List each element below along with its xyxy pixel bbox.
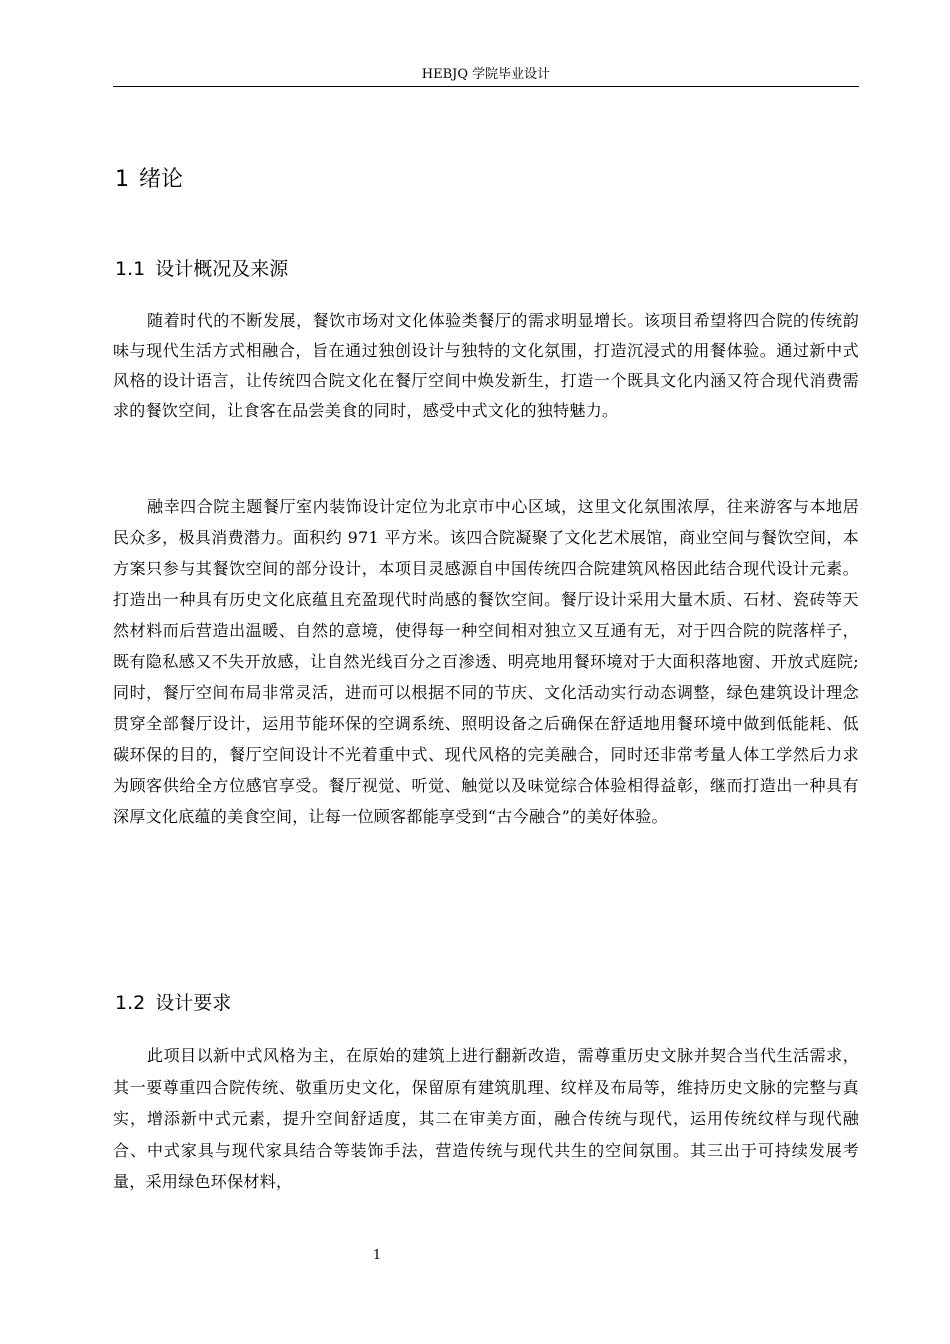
- chapter-title: 绪论: [139, 167, 184, 192]
- running-header: HEBJQ 学院毕业设计: [421, 67, 551, 82]
- section-1-1-body: [113, 306, 859, 426]
- paragraph: 融幸四合院主题餐厅室内装饰设计定位为北京市中心区域，这里文化氛围浓厚，往来游客与本地居民众多，极具消费潜力。面积约 971 平方米。该四合院凝聚了文化艺术展馆，商业空间与餐饮空间，本方案只参与其餐饮空间的部分设计，本项目灵感源自中国传统四合院建筑风格因此结合现代设计元素。打造出一种具有历史文化底蕴且充盈现代时尚感的餐饮空间。餐厅设计采用大量木质、石材、瓷砖等天然材料而后营造出温暖、自然的意境，使得每一种空间相对独立又互通有无，对于四合院的院落样子，既有隐私感又不失开放感，让自然光线百分之百渗透、明亮地用餐环境对于大面积落地窗、开放式庭院;同时，餐厅空间布局非常灵活，进而可以根据不同的节庆、文化活动实行动态调整，绿色建筑设计理念贯穿全部餐厅设计，运用节能环保的空调系统、照明设备之后确保在舒适地用餐环境中做到低能耗、低碳环保的目的，餐厅空间设计不光着重中式、现代风格的完美融合，同时还非常考量人体工学然后力求为顾客供给全方位感官享受。餐厅视觉、听觉、触觉以及味觉综合体验相得益彰，继而打造出一种具有深厚文化底蕴的美食空间，让每一位顾客都能享受到“古今融合”的美好体验。: [113, 497, 859, 826]
- page-number: 1: [372, 1248, 382, 1263]
- paragraph: 随着时代的不断发展，餐饮市场对文化体验类餐厅的需求明显增长。该项目希望将四合院的传统韵味与现代生活方式相融合，旨在通过独创设计与独特的文化氛围，打造沉浸式的用餐体验。通过新中式风格的设计语言，让传统四合院文化在餐厅空间中焕发新生，打造一个既具文化内涵又符合现代消费需求的餐饮空间，让食客在品尝美食的同时，感受中式文化的独特魅力。: [113, 311, 859, 420]
- section-heading-1-2: [115, 990, 231, 1016]
- section-number: 1.1: [115, 258, 146, 280]
- chapter-number: 1: [115, 167, 129, 192]
- section-1-2-body: [113, 1040, 859, 1198]
- chapter-heading: [115, 165, 183, 195]
- section-1-1-body-continued: [113, 491, 859, 832]
- section-title: 设计概况及来源: [155, 258, 289, 280]
- header-rule: [113, 86, 859, 87]
- section-title: 设计要求: [155, 992, 232, 1014]
- section-number: 1.2: [115, 992, 146, 1014]
- section-heading-1-1: [115, 256, 288, 282]
- paragraph: 此项目以新中式风格为主，在原始的建筑上进行翻新改造，需尊重历史文脉并契合当代生活需求，其一要尊重四合院传统、敬重历史文化，保留原有建筑肌理、纹样及布局等，维持历史文脉的完整与真实，增添新中式元素，提升空间舒适度，其二在审美方面，融合传统与现代，运用传统纹样与现代融合、中式家具与现代家具结合等装饰手法，营造传统与现代共生的空间氛围。其三出于可持续发展考量，采用绿色环保材料，: [113, 1046, 859, 1191]
